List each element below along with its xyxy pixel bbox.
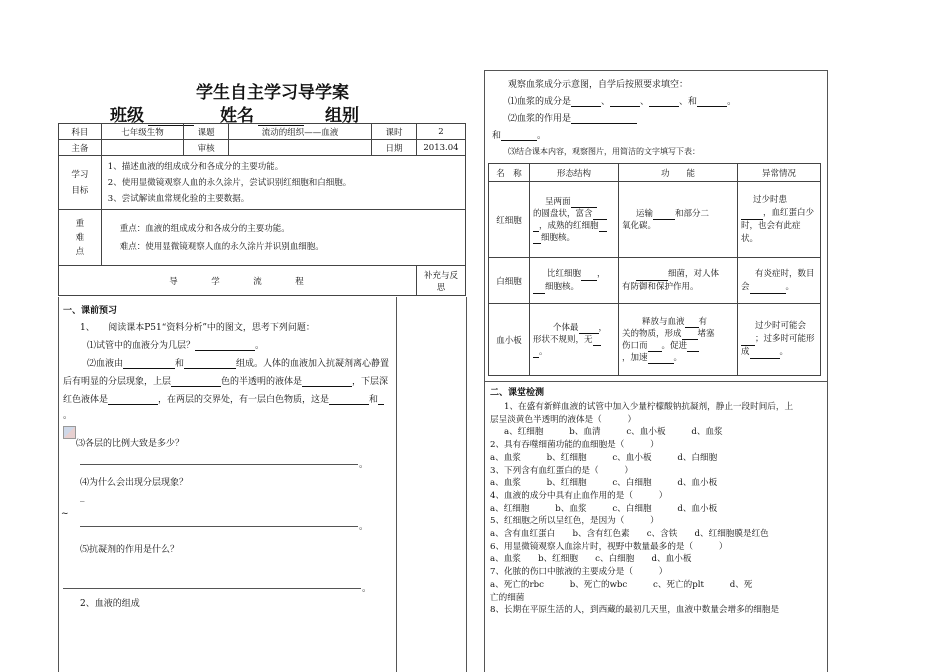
q1-2-blank-6[interactable] [329,395,369,405]
platelet-function [619,304,738,376]
rbc-shape-blank-5[interactable] [533,234,541,244]
plt-func-2: 有 [698,316,708,327]
q1-2-blank-3[interactable] [171,377,221,387]
image-placeholder-icon [63,426,76,439]
name-label-text: 姓名 [220,106,254,126]
rbc-shape-blank-2[interactable] [593,210,607,220]
quiz-item: 5、红细胞之所以呈红色，是因为（ ） [490,516,659,527]
plt-func-4: 堵塞 [697,328,715,339]
plt-abn-2: ；过多时可能形 [755,334,815,344]
subject-label: 科目 [59,124,102,140]
question-1-5: ⑸抗凝剂的作用是什么？ [80,545,180,555]
q1-2-blank-1[interactable] [123,359,175,369]
quiz-item: 1、在盛有新鲜血液的试管中加入少量柠檬酸钠抗凝剂，静止一段时间后，上 [504,402,794,412]
quiz-item: 3、下列含有血红蛋白的是（ ） [490,465,633,476]
wbc-shape-3: 细胞核。 [545,281,580,292]
period-mark: 。 [255,341,265,351]
goals-label-1: 学习 [71,169,89,180]
quiz-options[interactable]: a、含有血红蛋白 b、含有红色素 c、含铁 d、红细胞膜是红色 [490,529,769,540]
left-border [58,297,59,672]
rbc-function [619,182,738,258]
plt-func-5: 伤口而 [622,340,648,351]
plt-shape-2: ， [598,322,608,333]
date-value: 2013.04 [416,140,465,156]
topic-value: 流动的组织——血液 [229,124,372,140]
page-title: 学生自主学习导学案 [196,83,349,103]
r1-blank-3[interactable] [649,97,679,107]
question-1-1 [87,338,264,351]
plt-func-1: 释放与血液 [642,316,685,327]
r1-blank-1[interactable] [571,97,601,107]
quiz-options[interactable]: a、红细胞 b、血清 c、血小板 d、血浆 [504,427,723,438]
quiz-item: 2、具有吞噬细菌功能的血细胞是（ ） [490,440,659,451]
table-instruction: ⑶结合课本内容，观察图片，用简洁的文字填写下表： [508,147,700,156]
right-border [466,297,467,672]
plt-func-6: 。促进 [661,340,688,351]
group-label: 组别 [325,106,359,126]
section-1-title: 一、课前预习 [63,306,118,316]
rbc-abnormal [738,182,821,258]
key-label-2: 难 [75,232,85,243]
plt-shape-blank-1[interactable] [579,324,599,334]
quiz-item: 6、用显微镜观察人血涂片时，视野中数量最多的是（ ） [490,541,728,552]
key-point: 重点：血液的组成成分和各成分的主要功能。 [119,223,290,234]
q1-2-blank-5[interactable] [108,395,158,405]
period-line: 。 [63,411,73,421]
plt-abn-blank-2[interactable] [750,349,780,359]
wbc-shape-2: ， [597,268,606,279]
right-right-border [827,70,828,672]
quiz-item: 4、血液的成分中具有止血作用的是（ ） [490,490,668,501]
rbc-shape [530,182,619,258]
key-label-1: 重 [75,218,85,229]
right-top-border [484,70,828,71]
rbc-shape-4: 细胞核。 [541,232,576,243]
quiz-options[interactable]: a、死亡的rbc b、死亡的wbc c、死亡的plt d、死 [490,579,753,590]
th-name: 名 称 [489,164,530,182]
wbc-name: 白细胞 [489,258,530,304]
q1-1-blank[interactable] [195,341,255,351]
question-2: 2、血液的组成 [80,599,140,609]
q1-2-text-f: ，下层深 [352,377,389,387]
platelet-name: 血小板 [489,304,530,376]
wbc-func-blank[interactable] [636,271,668,281]
review-label: 审核 [184,140,229,156]
q1-2-text-h: ，在两层的交界处，有一层白色物质，这是 [158,395,330,405]
q1-2-text-e: 色的半透明的液体是 [221,377,303,387]
plt-shape-1: 个体最 [553,322,579,333]
question-1-2 [87,356,389,369]
quiz-options[interactable]: a、红细胞 b、血浆 c、白细胞 d、血小板 [490,503,718,514]
th-abnormal: 异常情况 [738,164,821,182]
topic-label: 课题 [184,124,229,140]
wbc-abn-blank[interactable] [750,284,786,294]
rbc-shape-1: 呈两面 [545,196,571,207]
right-mid-border [484,381,828,382]
period-mark: 。 [727,97,737,107]
preparer-label: 主备 [59,140,102,156]
q1-2-blank-7[interactable] [378,395,384,405]
quiz-item: 8、长期在平原生活的人，到西藏的最初几天里，血液中数量会增多的细胞是 [490,605,780,616]
rbc-name: 红细胞 [489,182,530,258]
goals-label-2: 目标 [71,185,89,196]
plt-func-3: 关的物质，形成 [622,328,682,339]
question-1-2-line3 [63,392,384,405]
goal-item: 3、尝试解读血常规化验的主要数据。 [107,193,250,204]
period-mark: 。 [359,460,369,470]
rbc-abn-3: 时，也会有此症状。 [741,220,801,244]
question-1-3: ⑶各层的比例大致是多少？ [76,439,185,449]
plt-func-8: 。 [673,352,683,363]
plt-abn-blank-1[interactable] [741,336,755,346]
plasma-function-line2 [492,128,546,141]
rbc-shape-blank-4[interactable] [599,222,607,232]
supplement-header: 补充与反思 [416,266,465,296]
rbc-abn-1: 过少时患 [753,194,788,205]
q1-2-blank-2[interactable] [184,359,236,369]
period-mark: 。 [362,584,372,594]
goals-cell [101,156,465,210]
answer-line-5[interactable] [63,588,361,589]
info-table [58,123,466,296]
flow-header: 导 学 流 程 [59,266,417,296]
rbc-shape-3: ，成熟的红细胞 [539,220,599,231]
wbc-shape-blank-1[interactable] [581,271,597,281]
plt-func-blank-1[interactable] [685,318,699,328]
rbc-abn-blank[interactable] [741,210,763,220]
plt-shape-4: 。 [539,346,548,357]
rbc-shape-blank-1[interactable] [571,198,597,208]
q1-2-text-d: 后有明显的分层现象，上层 [63,377,172,387]
review-value[interactable] [229,140,372,156]
quiz-options-continued: 亡的细菌 [490,592,525,603]
period-label: 课时 [372,124,417,140]
subject-value: 七年级生物 [101,124,183,140]
rbc-func-blank[interactable] [653,210,675,220]
r2-blank-1[interactable] [571,114,637,124]
period-value: 2 [416,124,465,140]
question-1: 1、 阅读课本P51“资料分析”中的图文，思考下列问题： [80,323,315,333]
question-1-4: ⑷为什么会出现分层现象？ [80,478,189,488]
key-label [59,210,102,266]
rbc-abn-2: ，血红蛋白少 [763,207,815,218]
rbc-shape-2: 的圆盘状，富含 [533,208,593,219]
th-shape: 形态结构 [530,164,619,182]
plt-func-blank-5[interactable] [648,354,674,364]
wbc-shape-blank-2[interactable] [533,284,545,294]
q1-2-text-b: 和 [175,359,185,369]
answer-line-3[interactable] [80,464,358,465]
q1-2-text-a: ⑵血液由 [87,359,124,369]
wbc-function [619,258,738,304]
q1-1-text: ⑴试管中的血液分为几层？ [87,341,196,351]
plt-func-blank-3[interactable] [648,342,662,352]
r1-blank-2[interactable] [610,97,640,107]
platelet-shape [530,304,619,376]
period-mark: 。 [537,131,547,141]
r2-text-b: 和 [492,131,502,141]
quiz-options[interactable]: a、血浆 b、红细胞 c、血小板 d、白细胞 [490,452,718,463]
th-function: 功 能 [619,164,738,182]
r2-blank-2[interactable] [501,131,537,141]
key-cell [101,210,465,266]
plt-func-7: ，加速 [622,352,648,363]
quiz-options[interactable]: a、血浆 b、红细胞 c、白细胞 d、血小板 [490,554,692,565]
wbc-abn-1: 有炎症时，数目 [755,268,815,279]
supplement-divider [396,297,397,672]
q1-2-text-i: 和 [369,395,379,405]
date-label: 日期 [372,140,417,156]
rbc-func-1: 运输 [636,208,654,219]
goals-label [59,156,102,210]
r2-text: ⑵血浆的作用是 [508,114,572,124]
platelet-abnormal [738,304,821,376]
wbc-abn-3: 。 [785,281,795,292]
quiz-item: 7、化脓的伤口中脓液的主要成分是（ ） [490,567,668,578]
plasma-intro: 观察血浆成分示意图，自学后按照要求填空： [508,80,689,90]
wbc-shape [530,258,619,304]
section-2-title: 二、课堂检测 [490,388,545,398]
wbc-func-1: 细菌，对人体 [668,268,720,279]
right-left-border [484,70,485,672]
plt-shape-blank-2[interactable] [593,336,601,346]
key-label-3: 点 [75,246,85,257]
plt-abn-3: 成 [741,347,750,357]
quiz-list [490,401,824,617]
r1-blank-4[interactable] [697,97,727,107]
q1-2-blank-4[interactable] [302,377,352,387]
rbc-func-2: 和部分二 [675,208,710,219]
plasma-function [508,111,637,124]
answer-line-4[interactable] [80,526,358,527]
plt-shape-3: 形状不规则，无 [533,334,593,345]
blood-cell-table [488,163,821,376]
q1-2-text-g: 红色液体是 [63,395,109,405]
wbc-abn-2: 会 [741,281,750,292]
q1-2-text-c: 组成。人体的血液加入抗凝剂离心静置 [236,359,390,369]
tilde-mark: ~ [61,509,69,519]
plt-func-blank-2[interactable] [682,330,698,340]
goal-item: 1、描述血液的组成成分和各成分的主要功能。 [107,161,284,172]
plt-abn-1: 过少时可能会 [755,321,807,331]
preparer-value[interactable] [101,140,183,156]
quiz-options[interactable]: a、血浆 b、红细胞 c、白细胞 d、血小板 [490,478,718,489]
key-point: 难点：使用显微镜观察人血的永久涂片并识别血细胞。 [119,241,324,252]
wbc-func-2: 有防御和保护作用。 [622,281,699,292]
wbc-abnormal [738,258,821,304]
r1-text: ⑴血浆的成分是 [508,97,572,107]
plt-abn-4: 。 [779,347,789,357]
wbc-shape-1: 比红细胞 [547,268,582,279]
rbc-func-3: 氧化碳。 [622,220,657,231]
period-mark: 。 [359,522,369,532]
plt-func-blank-4[interactable] [687,342,699,352]
quiz-item: 层呈淡黄色半透明的液体是（ ） [490,414,637,425]
class-label-text: 班级 [110,106,144,126]
plasma-components: ⑴血浆的成分是 、 、 、和 。 [508,97,737,107]
goal-item: 2、使用显微镜观察人血的永久涂片，尝试识别红细胞和白细胞。 [107,177,352,188]
question-1-2-line2 [63,374,388,387]
dash-mark: _ [80,492,85,502]
